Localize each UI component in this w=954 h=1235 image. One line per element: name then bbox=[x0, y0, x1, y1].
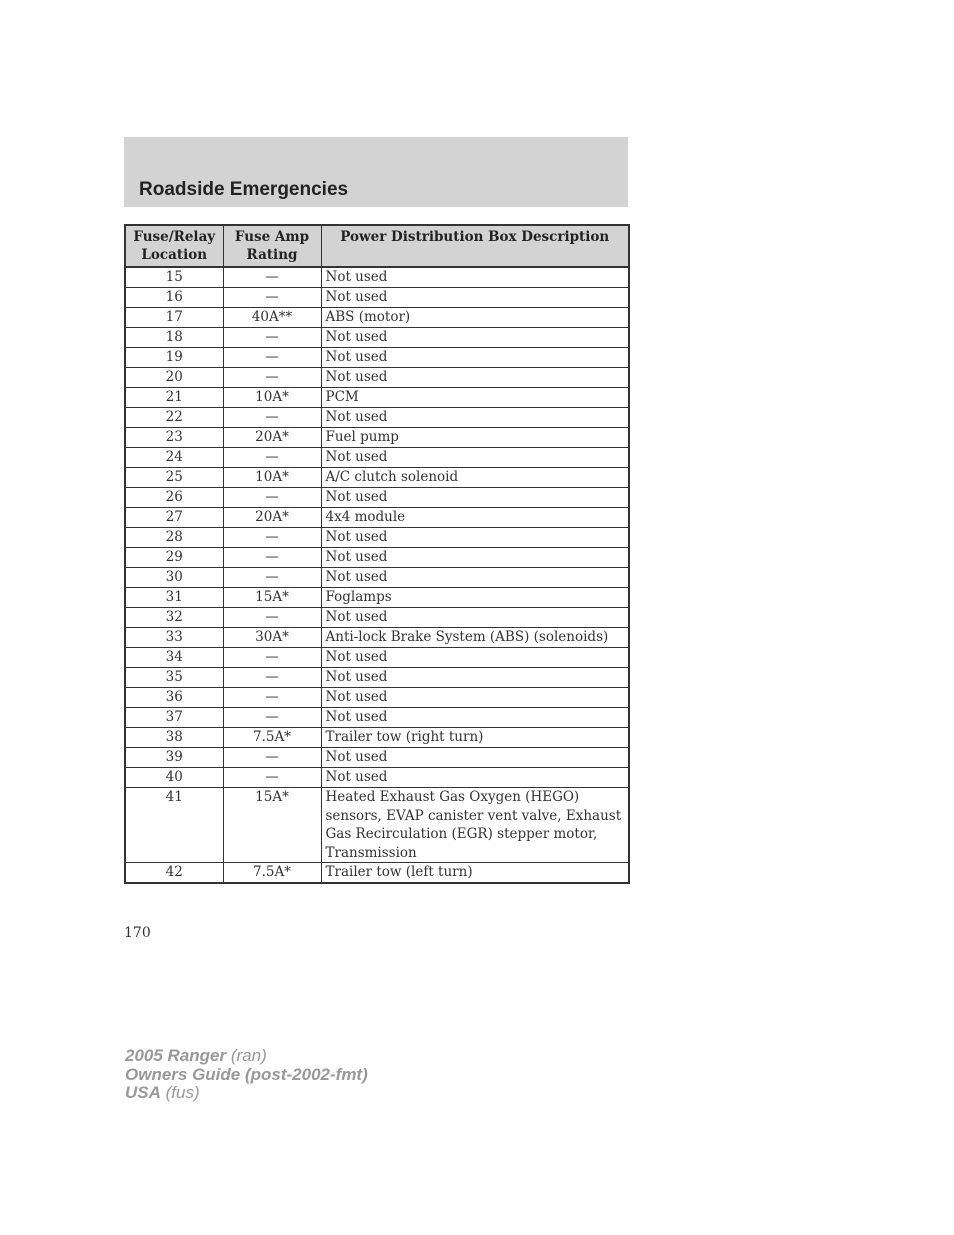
cell-rating: 15A* bbox=[223, 788, 321, 863]
cell-rating: — bbox=[223, 288, 321, 308]
cell-location: 30 bbox=[125, 568, 223, 588]
table-row bbox=[125, 528, 629, 548]
cell-description: Not used bbox=[321, 267, 629, 288]
cell-location: 25 bbox=[125, 468, 223, 488]
fuse-table bbox=[124, 224, 630, 884]
cell-description: Trailer tow (right turn) bbox=[321, 728, 629, 748]
cell-rating: — bbox=[223, 408, 321, 428]
header-location: Fuse/Relay Location bbox=[125, 225, 223, 267]
cell-rating: 20A* bbox=[223, 508, 321, 528]
table-row bbox=[125, 448, 629, 468]
cell-location: 24 bbox=[125, 448, 223, 468]
footer-line-3 bbox=[125, 1084, 368, 1103]
table-row bbox=[125, 728, 629, 748]
cell-location: 31 bbox=[125, 588, 223, 608]
cell-description: Not used bbox=[321, 668, 629, 688]
cell-location: 22 bbox=[125, 408, 223, 428]
table-row bbox=[125, 267, 629, 288]
table-row bbox=[125, 788, 629, 863]
cell-rating: 7.5A* bbox=[223, 863, 321, 884]
table-row bbox=[125, 428, 629, 448]
header-description: Power Distribution Box Description bbox=[321, 225, 629, 267]
cell-description: A/C clutch solenoid bbox=[321, 468, 629, 488]
cell-location: 26 bbox=[125, 488, 223, 508]
table-row bbox=[125, 863, 629, 884]
cell-location: 41 bbox=[125, 788, 223, 863]
cell-description: Not used bbox=[321, 448, 629, 468]
table-row bbox=[125, 748, 629, 768]
cell-rating: — bbox=[223, 608, 321, 628]
table-row bbox=[125, 388, 629, 408]
cell-description: Not used bbox=[321, 288, 629, 308]
cell-rating: — bbox=[223, 668, 321, 688]
cell-location: 29 bbox=[125, 548, 223, 568]
cell-location: 39 bbox=[125, 748, 223, 768]
cell-description: PCM bbox=[321, 388, 629, 408]
cell-description: Not used bbox=[321, 648, 629, 668]
cell-rating: — bbox=[223, 748, 321, 768]
cell-rating: 40A** bbox=[223, 308, 321, 328]
cell-description: Not used bbox=[321, 748, 629, 768]
table-row bbox=[125, 308, 629, 328]
table-row bbox=[125, 588, 629, 608]
table-row bbox=[125, 648, 629, 668]
cell-description: Not used bbox=[321, 488, 629, 508]
table-row bbox=[125, 488, 629, 508]
table-row bbox=[125, 708, 629, 728]
footer-line-2 bbox=[125, 1066, 368, 1085]
cell-description: Trailer tow (left turn) bbox=[321, 863, 629, 884]
page-number: 170 bbox=[124, 925, 151, 941]
footer-model-code: (ran) bbox=[230, 1046, 267, 1065]
cell-rating: — bbox=[223, 568, 321, 588]
cell-rating: — bbox=[223, 768, 321, 788]
cell-rating: — bbox=[223, 328, 321, 348]
cell-description: ABS (motor) bbox=[321, 308, 629, 328]
cell-rating: 30A* bbox=[223, 628, 321, 648]
table-row bbox=[125, 508, 629, 528]
cell-rating: — bbox=[223, 368, 321, 388]
cell-location: 37 bbox=[125, 708, 223, 728]
table-row bbox=[125, 608, 629, 628]
cell-rating: 10A* bbox=[223, 468, 321, 488]
cell-location: 32 bbox=[125, 608, 223, 628]
cell-description: Anti-lock Brake System (ABS) (solenoids) bbox=[321, 628, 629, 648]
cell-location: 17 bbox=[125, 308, 223, 328]
cell-description: Fuel pump bbox=[321, 428, 629, 448]
cell-location: 21 bbox=[125, 388, 223, 408]
footer-guide: Owners Guide (post-2002-fmt) bbox=[125, 1064, 368, 1084]
cell-description: Not used bbox=[321, 708, 629, 728]
cell-description: Heated Exhaust Gas Oxygen (HEGO) sensors, EVAP canister vent valve, Exhaust Gas Recirculation (EGR) stepper motor, Transmission bbox=[321, 788, 629, 863]
table-row bbox=[125, 468, 629, 488]
cell-location: 42 bbox=[125, 863, 223, 884]
header-rating: Fuse Amp Rating bbox=[223, 225, 321, 267]
cell-description: Not used bbox=[321, 768, 629, 788]
footer-line-1 bbox=[125, 1047, 368, 1066]
section-header-band bbox=[124, 137, 628, 207]
cell-rating: — bbox=[223, 688, 321, 708]
cell-rating: — bbox=[223, 708, 321, 728]
section-title: Roadside Emergencies bbox=[139, 179, 349, 200]
table-row bbox=[125, 348, 629, 368]
footer-region-code: (fus) bbox=[165, 1083, 200, 1102]
cell-location: 40 bbox=[125, 768, 223, 788]
cell-location: 16 bbox=[125, 288, 223, 308]
table-row bbox=[125, 768, 629, 788]
cell-rating: 10A* bbox=[223, 388, 321, 408]
table-header-row bbox=[125, 225, 629, 267]
cell-location: 27 bbox=[125, 508, 223, 528]
cell-location: 36 bbox=[125, 688, 223, 708]
cell-rating: — bbox=[223, 348, 321, 368]
cell-description: Not used bbox=[321, 328, 629, 348]
cell-rating: — bbox=[223, 528, 321, 548]
cell-rating: 7.5A* bbox=[223, 728, 321, 748]
cell-description: Foglamps bbox=[321, 588, 629, 608]
cell-description: Not used bbox=[321, 528, 629, 548]
cell-rating: — bbox=[223, 548, 321, 568]
cell-description: Not used bbox=[321, 568, 629, 588]
cell-description: Not used bbox=[321, 608, 629, 628]
document-footer bbox=[125, 1047, 368, 1103]
cell-description: Not used bbox=[321, 368, 629, 388]
cell-rating: — bbox=[223, 448, 321, 468]
cell-rating: — bbox=[223, 488, 321, 508]
table-row bbox=[125, 328, 629, 348]
table-row bbox=[125, 628, 629, 648]
table-body bbox=[125, 267, 629, 883]
footer-region: USA bbox=[125, 1083, 161, 1102]
cell-rating: 20A* bbox=[223, 428, 321, 448]
cell-description: Not used bbox=[321, 348, 629, 368]
cell-description: Not used bbox=[321, 408, 629, 428]
cell-location: 33 bbox=[125, 628, 223, 648]
cell-location: 18 bbox=[125, 328, 223, 348]
table-row bbox=[125, 408, 629, 428]
cell-location: 15 bbox=[125, 267, 223, 288]
cell-description: 4x4 module bbox=[321, 508, 629, 528]
table-row bbox=[125, 368, 629, 388]
cell-description: Not used bbox=[321, 548, 629, 568]
table-row bbox=[125, 668, 629, 688]
cell-rating: — bbox=[223, 648, 321, 668]
cell-location: 38 bbox=[125, 728, 223, 748]
cell-location: 35 bbox=[125, 668, 223, 688]
cell-rating: 15A* bbox=[223, 588, 321, 608]
cell-description: Not used bbox=[321, 688, 629, 708]
table-row bbox=[125, 548, 629, 568]
cell-location: 23 bbox=[125, 428, 223, 448]
table-row bbox=[125, 568, 629, 588]
cell-location: 19 bbox=[125, 348, 223, 368]
cell-location: 34 bbox=[125, 648, 223, 668]
cell-location: 20 bbox=[125, 368, 223, 388]
cell-location: 28 bbox=[125, 528, 223, 548]
footer-model: 2005 Ranger bbox=[125, 1046, 227, 1065]
cell-rating: — bbox=[223, 267, 321, 288]
table-row bbox=[125, 288, 629, 308]
table-row bbox=[125, 688, 629, 708]
